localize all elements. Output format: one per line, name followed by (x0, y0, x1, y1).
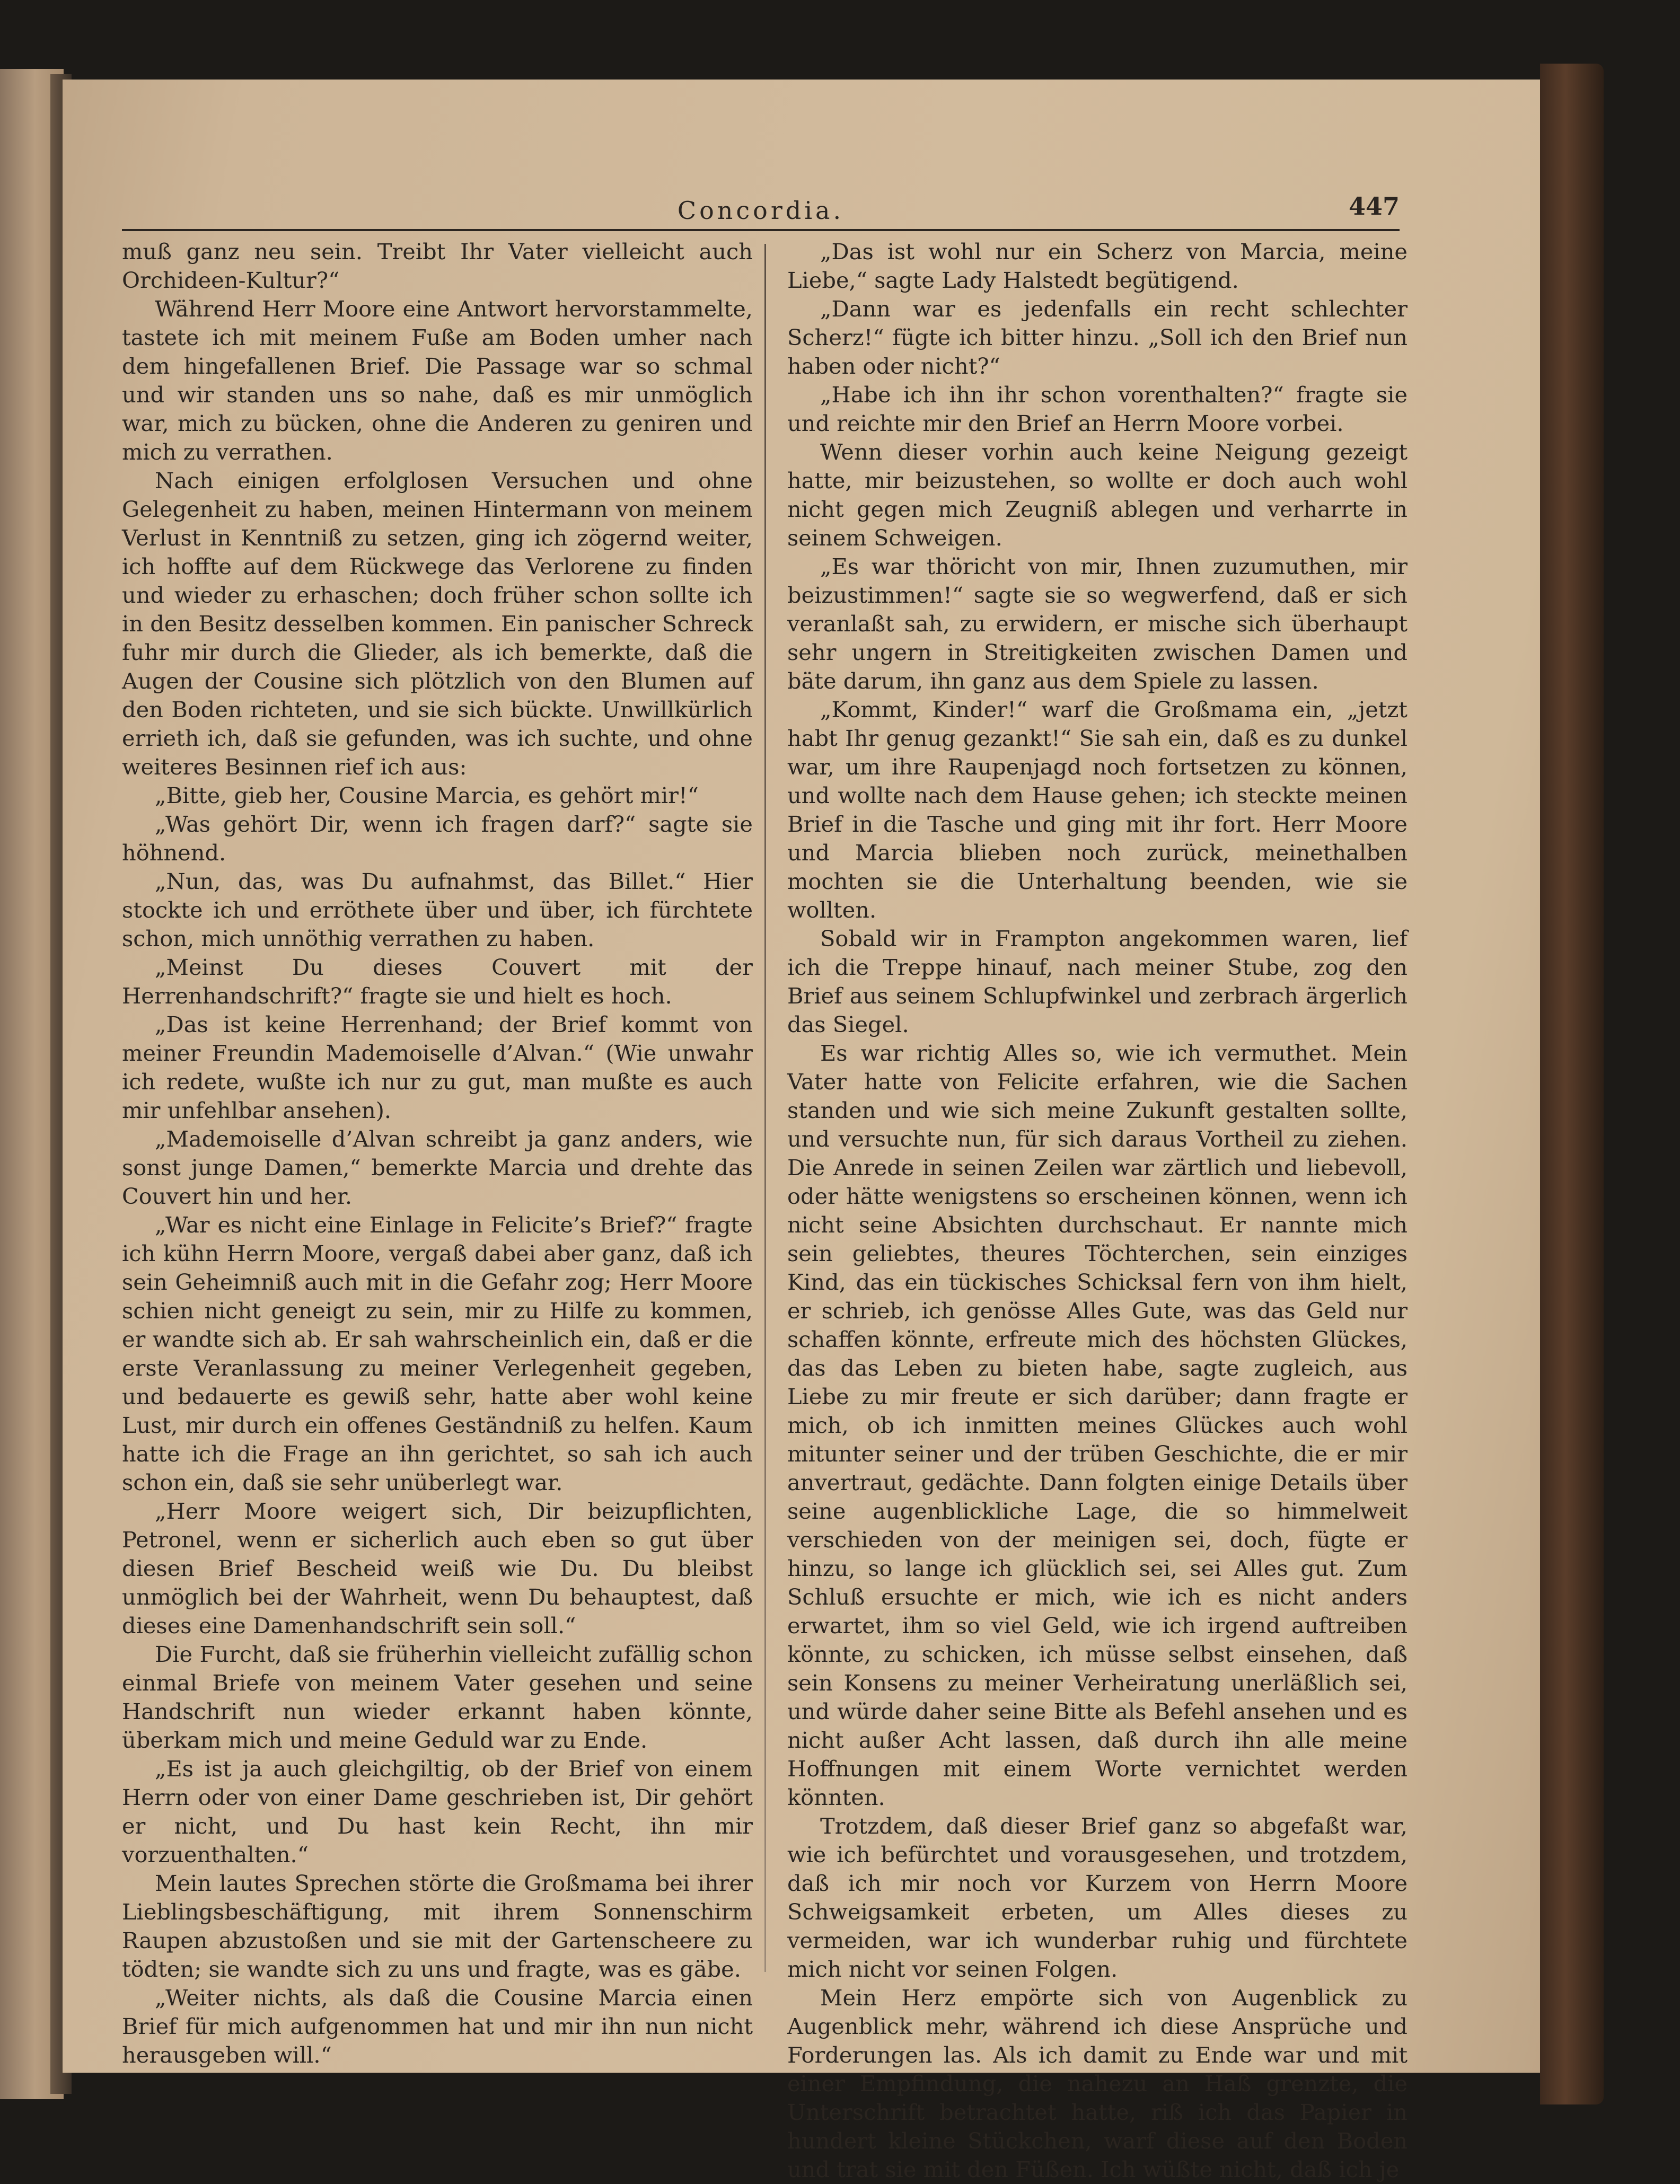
page-header (122, 192, 1400, 231)
paragraph: „Nun, das, was Du aufnahmst, das Billet.“ Hier stockte ich und erröthete über und über, ich fürchtete schon, mich unnöthig verrathen zu haben. (122, 868, 753, 952)
paragraph: „War es nicht eine Einlage in Felicite’s Brief?“ fragte ich kühn Herrn Moore, vergaß dabei aber ganz, daß ich sein Geheimniß auch mit in die Gefahr zog; Herr Moore schien nicht geneigt zu sein, mir zu Hilfe zu kommen, er wandte sich ab. Er sah wahrscheinlich ein, daß er die erste Veranlassung zu meiner Verlegenheit gegeben, und bedauerte es gewiß sehr, hatte aber wohl keine Lust, mir durch ein offenes Geständniß zu helfen. Kaum hatte ich die Frage an ihn gerichtet, so sah ich auch schon ein, daß sie sehr unüberlegt war. (122, 1212, 753, 1495)
paragraph: „Mademoiselle d’Alvan schreibt ja ganz anders, wie sonst junge Damen,“ bemerkte Marcia und drehte das Couvert hin und her. (122, 1126, 753, 1209)
paragraph: „Das ist wohl nur ein Scherz von Marcia, meine Liebe,“ sagte Lady Halstedt begütigend. (787, 239, 1408, 293)
paragraph: Mein Herz empörte sich von Augenblick zu Augenblick mehr, während ich diese Ansprüche und Forderungen las. Als ich damit zu Ende war und mit einer Empfindung, die nahezu an Haß grenzte, die Unterschrift betrachtet hatte, riß ich das Papier in hundert kleine Stückchen, warf diese auf den Boden und trat sie mit den Füßen. Ich wüßte nicht, daß ich je (787, 1985, 1408, 2182)
paragraph: „Meinst Du dieses Couvert mit der Herrenhandschrift?“ fragte sie und hielt es hoch. (122, 954, 753, 1009)
paragraph: „Herr Moore weigert sich, Dir beizupflichten, Petronel, wenn er sicherlich auch eben so gut über diesen Brief Bescheid weiß wie Du. Du bleibst unmöglich bei der Wahrheit, wenn Du behauptest, daß dieses eine Damenhandschrift sein soll.“ (122, 1498, 753, 1639)
paragraph: „Das ist keine Herrenhand; der Brief kommt von meiner Freundin Mademoiselle d’Alvan.“ (Wie unwahr ich redete, wußte ich nur zu gut, man mußte es auch mir unfehlbar ansehen). (122, 1011, 753, 1123)
paragraph: „Was gehört Dir, wenn ich fragen darf?“ sagte sie höhnend. (122, 811, 753, 866)
paragraph: Die Furcht, daß sie früherhin vielleicht zufällig schon einmal Briefe von meinem Vater gesehen und seine Handschrift nun wieder erkannt haben könnte, überkam mich und meine Geduld war zu Ende. (122, 1641, 753, 1753)
page-number: 447 (1348, 192, 1400, 221)
paragraph: Es war richtig Alles so, wie ich vermuthet. Mein Vater hatte von Felicite erfahren, wie die Sachen standen und wie sich meine Zukunft gestalten sollte, und versuchte nun, für sich daraus Vortheil zu ziehen. Die Anrede in seinen Zeilen war zärtlich und liebevoll, oder hätte wenigstens so erscheinen können, wenn ich nicht seine Absichten durchschaut. Er nannte mich sein geliebtes, theures Töchterchen, sein einziges Kind, das ein tückisches Schicksal fern von ihm hielt, er schrieb, ich genösse Alles Gute, was das Geld nur schaffen könnte, erfreute mich des höchsten Glückes, das das Leben zu bieten habe, sagte zugleich, aus Liebe zu mir freute er sich darüber; dann fragte er mich, ob ich inmitten meines Glückes auch wohl mitunter seiner und der trüben Geschichte, die er mir anvertraut, gedächte. Dann folgten einige Details über seine augenblickliche Lage, die so himmelweit verschieden von der meinigen sei, doch, fügte er hinzu, so lange ich glücklich sei, sei Alles gut. Zum Schluß ersuchte er mich, wie ich es nicht anders erwartet, ihm so viel Geld, wie ich irgend auftreiben könnte, zu schicken, ich müsse selbst einsehen, daß sein Konsens zu meiner Verheiratung unerläßlich sei, und würde daher seine Bitte als Befehl ansehen und es nicht außer Acht lassen, daß durch ihn alle meine Hoffnungen mit einem Worte vernichtet werden könnten. (787, 1040, 1408, 1810)
paragraph: Trotzdem, daß dieser Brief ganz so abgefaßt war, wie ich befürchtet und vorausgesehen, und trotzdem, daß ich mir noch vor Kurzem von Herrn Moore Schweigsamkeit erbeten, um Alles dieses zu vermeiden, war ich wunderbar ruhig und fürchtete mich nicht vor seinen Folgen. (787, 1813, 1408, 1982)
paragraph: „Bitte, gieb her, Cousine Marcia, es gehört mir!“ (155, 782, 699, 808)
paragraph: Während Herr Moore eine Antwort hervorstammelte, tastete ich mit meinem Fuße am Boden umher nach dem hingefallenen Brief. Die Passage war so schmal und wir standen uns so nahe, daß es mir unmöglich war, mich zu bücken, ohne die Anderen zu geniren und mich zu verrathen. (122, 296, 753, 465)
paragraph: Wenn dieser vorhin auch keine Neigung gezeigt hatte, mir beizustehen, so wollte er doch auch wohl nicht gegen mich Zeugniß ablegen und verharrte in seinem Schweigen. (787, 439, 1408, 551)
left-text-column (122, 237, 753, 2069)
paragraph: „Es war thöricht von mir, Ihnen zuzumuthen, mir beizustimmen!“ sagte sie so wegwerfend, daß er sich veranlaßt sah, zu erwidern, er mische sich überhaupt sehr ungern in Streitigkeiten zwischen Damen und bäte darum, ihn ganz aus dem Spiele zu lassen. (787, 553, 1408, 694)
paragraph: „Kommt, Kinder!“ warf die Großmama ein, „jetzt habt Ihr genug gezankt!“ Sie sah ein, daß es zu dunkel war, um ihre Raupenjagd noch fortsetzen zu können, und wollte nach dem Hause gehen; ich steckte meinen Brief in die Tasche und ging mit ihr fort. Herr Moore und Marcia blieben noch zurück, meinethalben mochten sie die Unterhaltung beenden, wie sie wollten. (787, 697, 1408, 923)
paragraph: muß ganz neu sein. Treibt Ihr Vater vielleicht auch Orchideen-Kultur?“ (122, 239, 753, 293)
right-text-column (787, 237, 1408, 2184)
book-cover-edge (1540, 64, 1604, 2104)
paragraph: „Es ist ja auch gleichgiltig, ob der Brief von einem Herrn oder von einer Dame geschrieben ist, Dir gehört er nicht, und Du hast kein Recht, ihn mir vorzuenthalten.“ (122, 1756, 753, 1868)
paragraph: „Dann war es jedenfalls ein recht schlechter Scherz!“ fügte ich bitter hinzu. „Soll ich den Brief nun haben oder nicht?“ (787, 296, 1408, 379)
paragraph: „Habe ich ihn ihr schon vorenthalten?“ fragte sie und reichte mir den Brief an Herrn Moore vorbei. (787, 382, 1408, 436)
paragraph: „Weiter nichts, als daß die Cousine Marcia einen Brief für mich aufgenommen hat und mir ihn nun nicht herausgeben will.“ (122, 1985, 753, 2068)
paragraph: Sobald wir in Frampton angekommen waren, lief ich die Treppe hinauf, nach meiner Stube, zog den Brief aus seinem Schlupfwinkel und zerbrach ärgerlich das Siegel. (787, 926, 1408, 1037)
column-divider (764, 244, 766, 1972)
paragraph: Nach einigen erfolglosen Versuchen und ohne Gelegenheit zu haben, meinen Hintermann von meinem Verlust in Kenntniß zu setzen, ging ich zögernd weiter, ich hoffte auf dem Rückwege das Verlorene zu finden und wieder zu erhaschen; doch früher schon sollte ich in den Besitz desselben kommen. Ein panischer Schreck fuhr mir durch die Glieder, als ich bemerkte, daß die Augen der Cousine sich plötzlich von den Blumen auf den Boden richteten, und sie sich bückte. Unwillkürlich errieth ich, daß sie gefunden, was ich suchte, und ohne weiteres Besinnen rief ich aus: (122, 468, 753, 780)
running-title: Concordia. (677, 196, 845, 225)
paragraph: Mein lautes Sprechen störte die Großmama bei ihrer Lieblingsbeschäftigung, mit ihrem Sonnenschirm Raupen abzustoßen und sie mit der Gartenscheere zu tödten; sie wandte sich zu uns und fragte, was es gäbe. (122, 1870, 753, 1982)
